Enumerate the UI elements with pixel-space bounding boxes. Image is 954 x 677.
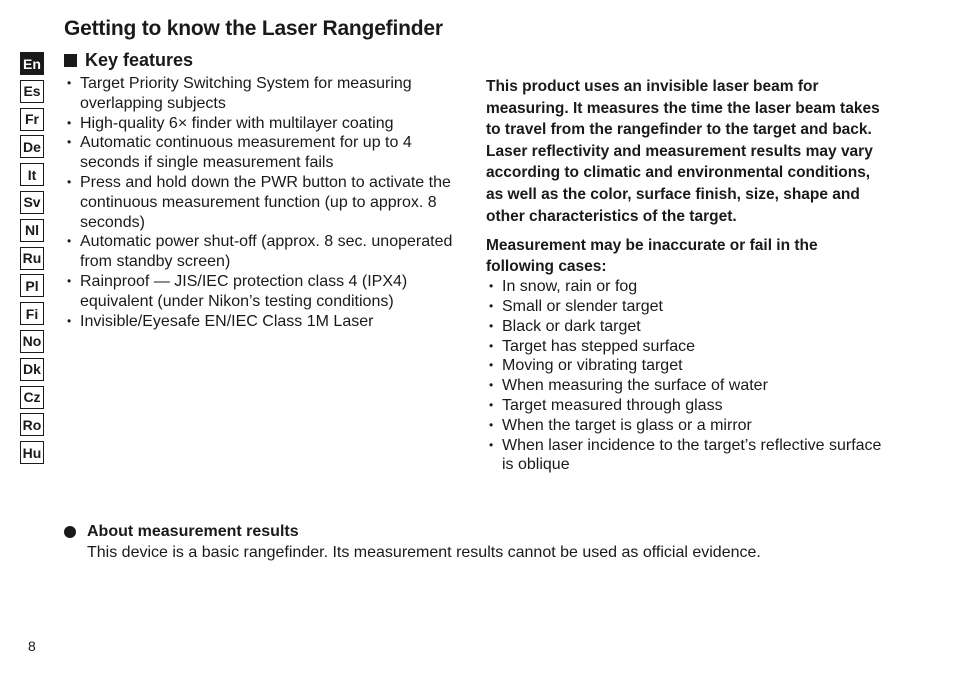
lang-tab-fi[interactable]: Fi bbox=[20, 302, 44, 325]
bullet-icon: • bbox=[67, 76, 72, 90]
list-item-text: Target Priority Switching System for measuring overlapping subjects bbox=[80, 75, 412, 112]
bullet-icon: • bbox=[489, 417, 494, 432]
list-item-text: High-quality 6× finder with multilayer coating bbox=[80, 114, 394, 132]
lang-tab-cz[interactable]: Cz bbox=[20, 386, 44, 409]
key-features-heading bbox=[64, 50, 464, 71]
page-title: Getting to know the Laser Rangefinder bbox=[64, 17, 443, 40]
lang-tab-es[interactable]: Es bbox=[20, 80, 44, 103]
list-item bbox=[486, 396, 886, 416]
bullet-icon: • bbox=[489, 437, 494, 452]
list-item bbox=[486, 317, 886, 337]
page-number: 8 bbox=[28, 638, 36, 654]
list-item bbox=[486, 297, 886, 317]
list-item-text: Invisible/Eyesafe EN/IEC Class 1M Laser bbox=[80, 312, 374, 330]
list-item-text: Black or dark target bbox=[502, 317, 641, 335]
bullet-icon: • bbox=[67, 174, 72, 189]
lang-tab-pl[interactable]: Pl bbox=[20, 274, 44, 297]
lang-tab-fr[interactable]: Fr bbox=[20, 108, 44, 131]
bullet-icon: • bbox=[67, 115, 72, 130]
lang-tab-it[interactable]: It bbox=[20, 163, 44, 186]
key-features-title: Key features bbox=[85, 50, 194, 70]
about-measurement-section bbox=[64, 521, 924, 564]
list-item bbox=[486, 416, 886, 436]
list-item bbox=[64, 114, 464, 134]
bullet-icon: • bbox=[489, 358, 494, 373]
list-item bbox=[486, 436, 886, 476]
lang-tab-no[interactable]: No bbox=[20, 330, 44, 353]
about-title: About measurement results bbox=[87, 523, 299, 540]
square-icon bbox=[64, 54, 77, 67]
lang-tab-dk[interactable]: Dk bbox=[20, 358, 44, 381]
about-text: This device is a basic rangefinder. Its measurement results cannot be used as official evidence. bbox=[87, 544, 761, 561]
inaccurate-cases-list bbox=[486, 277, 886, 475]
list-item-text: Target measured through glass bbox=[502, 396, 723, 414]
bullet-icon: • bbox=[489, 279, 494, 294]
list-item bbox=[486, 277, 886, 297]
list-item-text: Automatic continuous measurement for up to 4 seconds if single measurement fails bbox=[80, 134, 412, 172]
key-features-list bbox=[64, 74, 464, 331]
lang-tab-ru[interactable]: Ru bbox=[20, 247, 44, 270]
list-item bbox=[486, 376, 886, 396]
lang-tab-sv[interactable]: Sv bbox=[20, 191, 44, 214]
bullet-icon: • bbox=[489, 338, 494, 353]
about-heading bbox=[64, 521, 924, 542]
list-item bbox=[64, 173, 464, 232]
lang-tab-hu[interactable]: Hu bbox=[20, 441, 44, 464]
list-item-text: Rainproof — JIS/IEC protection class 4 (IPX4) equivalent (under Nikon’s testing conditions) bbox=[80, 272, 408, 310]
list-item-text: When laser incidence to the target’s reflective surface is oblique bbox=[502, 436, 882, 474]
lang-tab-nl[interactable]: Nl bbox=[20, 219, 44, 242]
inaccurate-cases-heading: Measurement may be inaccurate or fail in the following cases: bbox=[486, 237, 818, 276]
bullet-icon: • bbox=[489, 298, 494, 313]
list-item bbox=[64, 74, 464, 114]
list-item-text: When measuring the surface of water bbox=[502, 377, 768, 395]
bullet-icon: • bbox=[67, 234, 72, 249]
bullet-icon: • bbox=[67, 273, 72, 288]
bullet-icon: • bbox=[489, 397, 494, 412]
list-item bbox=[64, 272, 464, 312]
lang-tab-en[interactable]: En bbox=[20, 52, 44, 75]
list-item-text: In snow, rain or fog bbox=[502, 278, 638, 296]
list-item bbox=[64, 232, 464, 272]
list-item-text: Small or slender target bbox=[502, 297, 663, 315]
list-item-text: Moving or vibrating target bbox=[502, 357, 683, 375]
measurement-info bbox=[486, 76, 886, 475]
bullet-icon: • bbox=[67, 135, 72, 150]
lang-tab-de[interactable]: De bbox=[20, 135, 44, 158]
bullet-icon: • bbox=[489, 318, 494, 333]
bullet-icon: • bbox=[67, 313, 72, 328]
language-tabs bbox=[20, 52, 44, 469]
bullet-icon: • bbox=[489, 378, 494, 393]
circle-icon bbox=[64, 526, 76, 538]
list-item bbox=[486, 337, 886, 357]
lang-tab-ro[interactable]: Ro bbox=[20, 413, 44, 436]
list-item bbox=[64, 312, 464, 332]
list-item bbox=[486, 356, 886, 376]
list-item-text: Press and hold down the PWR button to activate the continuous measurement function (up to approx. 8 seconds) bbox=[80, 173, 451, 231]
key-features-section bbox=[64, 50, 464, 331]
list-item-text: Target has stepped surface bbox=[502, 337, 696, 355]
list-item bbox=[64, 133, 464, 173]
intro-paragraph: This product uses an invisible laser beam for measuring. It measures the time the laser beam takes to travel from the rangefinder to the target and back. Laser reflectivity and measurement results may vary according to climatic and environmental conditions, as well as the color, surface finish, size, shape and other characteristics of the target. bbox=[486, 78, 880, 225]
list-item-text: When the target is glass or a mirror bbox=[502, 416, 752, 434]
list-item-text: Automatic power shut-off (approx. 8 sec. unoperated from standby screen) bbox=[80, 233, 453, 271]
